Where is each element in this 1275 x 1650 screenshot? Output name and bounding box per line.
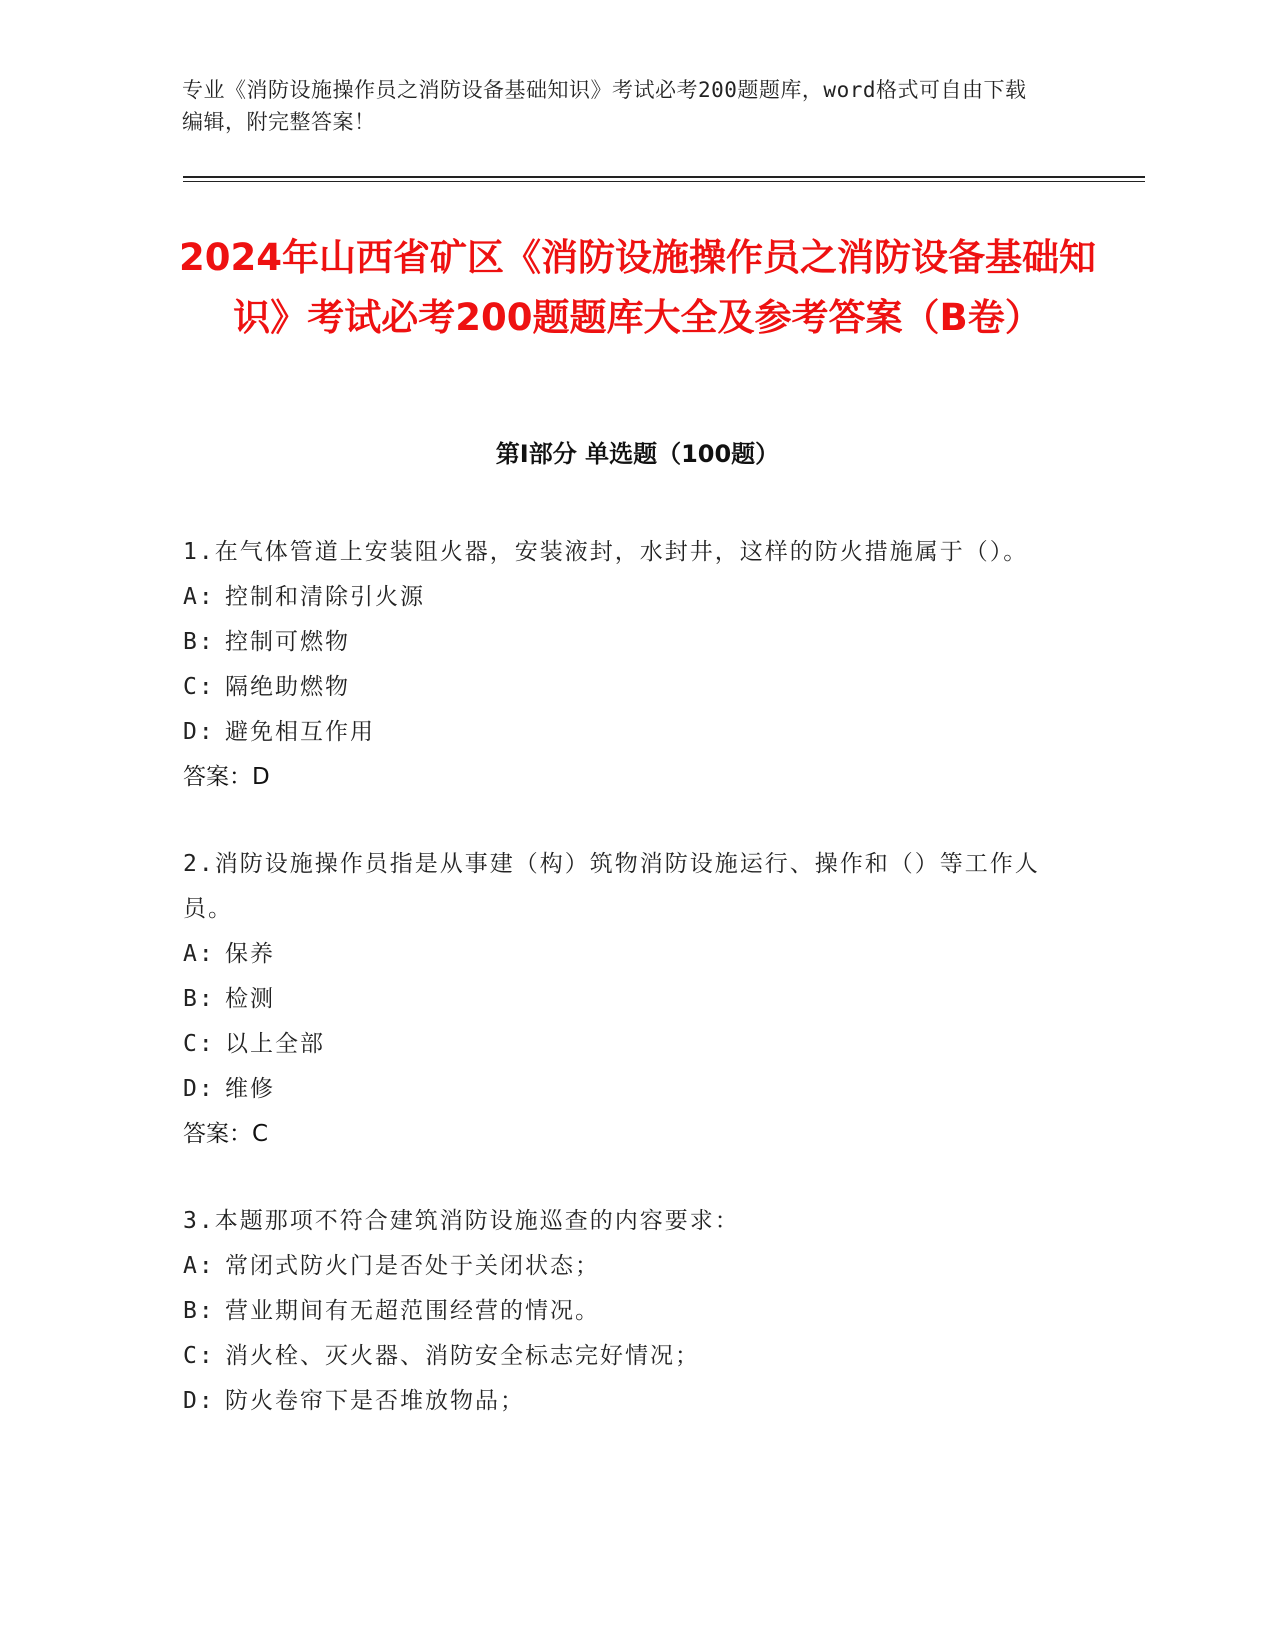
option-text: 消火栓、灭火器、消防安全标志完好情况； (225, 1343, 700, 1369)
option-key: B: (183, 629, 215, 655)
question-option-c (183, 1334, 1063, 1379)
header-divider-thick (183, 176, 1145, 178)
question-item (183, 530, 1063, 800)
option-text: 常闭式防火门是否处于关闭状态； (225, 1253, 600, 1279)
question-stem: 1.在气体管道上安装阻火器，安装液封，水封井，这样的防火措施属于（）。 (183, 539, 1029, 565)
option-key: C: (183, 1343, 215, 1369)
question-item (183, 842, 1063, 1157)
question-option-b (183, 1289, 1063, 1334)
option-text: 控制和清除引火源 (225, 584, 425, 610)
document-title: 2024年山西省矿区《消防设施操作员之消防设备基础知识》考试必考200题题库大全及参考答案（B卷） (179, 236, 1096, 339)
question-stem: 2.消防设施操作员指是从事建（构）筑物消防设施运行、操作和（）等工作人员。 (183, 851, 1040, 922)
option-key: A: (183, 941, 215, 967)
question-option-a (183, 1244, 1063, 1289)
question-item (183, 1199, 1063, 1424)
question-option-c (183, 665, 1063, 710)
option-text: 隔绝助燃物 (225, 674, 350, 700)
option-key: D: (183, 1076, 215, 1102)
option-text: 防火卷帘下是否堆放物品； (225, 1388, 525, 1414)
question-stem: 3.本题那项不符合建筑消防设施巡查的内容要求： (183, 1208, 740, 1234)
option-key: B: (183, 986, 215, 1012)
question-option-b (183, 620, 1063, 665)
question-option-d (183, 710, 1063, 755)
question-answer: 答案：D (183, 764, 270, 790)
option-text: 控制可燃物 (225, 629, 350, 655)
option-key: D: (183, 719, 215, 745)
question-option-a (183, 932, 1063, 977)
option-key: A: (183, 584, 215, 610)
question-option-a (183, 575, 1063, 620)
option-key: C: (183, 1031, 215, 1057)
question-option-b (183, 977, 1063, 1022)
option-key: A: (183, 1253, 215, 1279)
option-text: 维修 (225, 1076, 275, 1102)
option-text: 以上全部 (225, 1031, 325, 1057)
option-text: 避免相互作用 (225, 719, 375, 745)
header-note: 专业《消防设施操作员之消防设备基础知识》考试必考200题题库，word格式可自由下载编辑，附完整答案！ (182, 78, 1027, 134)
question-option-c (183, 1022, 1063, 1067)
question-option-d (183, 1379, 1063, 1424)
question-list (183, 530, 1063, 1466)
question-option-d (183, 1067, 1063, 1112)
option-text: 保养 (225, 941, 275, 967)
option-key: B: (183, 1298, 215, 1324)
question-answer: 答案：C (183, 1121, 269, 1147)
header-divider-thin (183, 181, 1145, 182)
option-key: D: (183, 1388, 215, 1414)
section-title: 第I部分 单选题（100题） (495, 440, 780, 468)
option-text: 检测 (225, 986, 275, 1012)
option-key: C: (183, 674, 215, 700)
option-text: 营业期间有无超范围经营的情况。 (225, 1298, 600, 1324)
